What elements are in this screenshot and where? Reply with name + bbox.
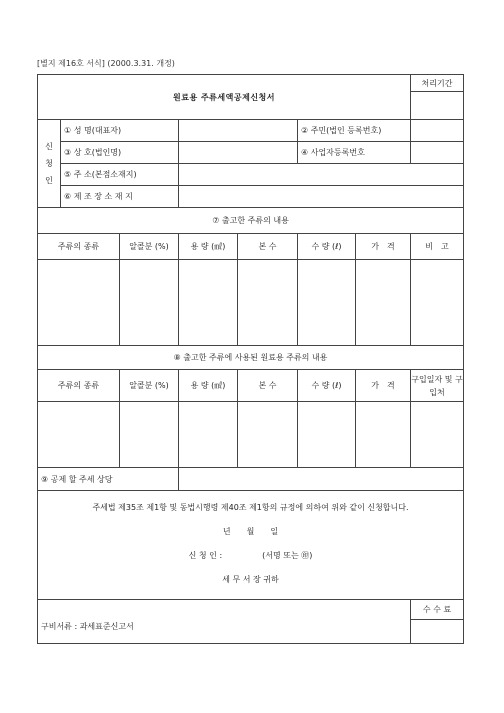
- name-label: ① 성 명(대표자): [61, 120, 179, 142]
- trade-name-label: ③ 상 호(법인명): [61, 142, 179, 164]
- factory-location-label: ⑥ 제 조 장 소 재 지: [61, 186, 179, 208]
- processing-period-value: [411, 92, 464, 120]
- s7-cell[interactable]: [179, 260, 238, 346]
- deduction-field[interactable]: [179, 468, 464, 491]
- s8-cell[interactable]: [298, 402, 356, 468]
- s7-col-quantity: 수 량 (ℓ): [298, 234, 356, 260]
- s8-col-kind: 주류의 종류: [38, 370, 120, 402]
- application-form: [37, 74, 464, 644]
- s8-cell[interactable]: [238, 402, 298, 468]
- form-title: 원료용 주류세액공제신청서: [38, 75, 411, 120]
- s8-col-capacity: 용 량 (㎖): [179, 370, 238, 402]
- applicant-section-label: [38, 120, 61, 208]
- declaration-block: [38, 491, 464, 600]
- s8-cell[interactable]: [179, 402, 238, 468]
- s7-cell[interactable]: [298, 260, 356, 346]
- s7-col-kind: 주류의 종류: [38, 234, 120, 260]
- s7-col-remarks: 비 고: [411, 234, 464, 260]
- resident-no-field[interactable]: [411, 120, 464, 142]
- s7-col-capacity: 용 량 (㎖): [179, 234, 238, 260]
- form-header: [별지 제16호 서식] (2000.3.31. 개정): [37, 59, 175, 68]
- s7-cell[interactable]: [411, 260, 464, 346]
- s7-cell[interactable]: [38, 260, 120, 346]
- s7-cell[interactable]: [238, 260, 298, 346]
- s8-col-alcohol: 알콜분 (%): [120, 370, 179, 402]
- section8-title: ⑧ 출고한 주류에 사용된 원료용 주류의 내용: [38, 346, 464, 370]
- processing-period-label: 처리기간: [411, 75, 464, 92]
- attachments: 구비서류 : 과세표준신고서: [38, 600, 411, 644]
- s7-col-bottles: 본 수: [238, 234, 298, 260]
- s8-col-purchase: 구입일자 및 구입처: [411, 370, 464, 402]
- s8-col-bottles: 본 수: [238, 370, 298, 402]
- s7-cell[interactable]: [120, 260, 179, 346]
- fee-label: 수 수 료: [411, 600, 464, 620]
- s8-cell[interactable]: [411, 402, 464, 468]
- applicant-label-char: 신: [45, 142, 53, 151]
- s8-col-quantity: 수 량 (ℓ): [298, 370, 356, 402]
- s7-cell[interactable]: [356, 260, 411, 346]
- date-line: 년 월 일: [222, 527, 279, 536]
- fee-field[interactable]: [411, 620, 464, 644]
- factory-location-field[interactable]: [179, 186, 464, 208]
- s8-col-price: 가 격: [356, 370, 411, 402]
- s7-col-price: 가 격: [356, 234, 411, 260]
- trade-name-field[interactable]: [179, 142, 298, 164]
- s8-cell[interactable]: [120, 402, 179, 468]
- s8-cell[interactable]: [356, 402, 411, 468]
- s8-cell[interactable]: [38, 402, 120, 468]
- deduction-label: ⑨ 공제 할 주세 상당: [38, 468, 179, 491]
- address-field[interactable]: [179, 164, 464, 186]
- s7-col-alcohol: 알콜분 (%): [120, 234, 179, 260]
- applicant-label-char: 청: [45, 159, 53, 168]
- business-no-field[interactable]: [411, 142, 464, 164]
- address-label: ⑤ 주 소(본점소재지): [61, 164, 179, 186]
- addressee: 세 무 서 장 귀하: [222, 575, 279, 584]
- section7-title: ⑦ 출고한 주류의 내용: [38, 208, 464, 234]
- applicant-signature-line: 신 청 인 : (서명 또는 ㊞): [188, 551, 313, 560]
- business-no-label: ④ 사업자등록번호: [298, 142, 411, 164]
- name-field[interactable]: [179, 120, 298, 142]
- declaration-text: 주세법 제35조 제1항 및 동법시행령 제40조 제1항의 규정에 의하여 위와 같이 신청합니다.: [92, 503, 409, 512]
- applicant-label-char: 인: [45, 176, 53, 185]
- resident-no-label: ② 주민(법인 등록번호): [298, 120, 411, 142]
